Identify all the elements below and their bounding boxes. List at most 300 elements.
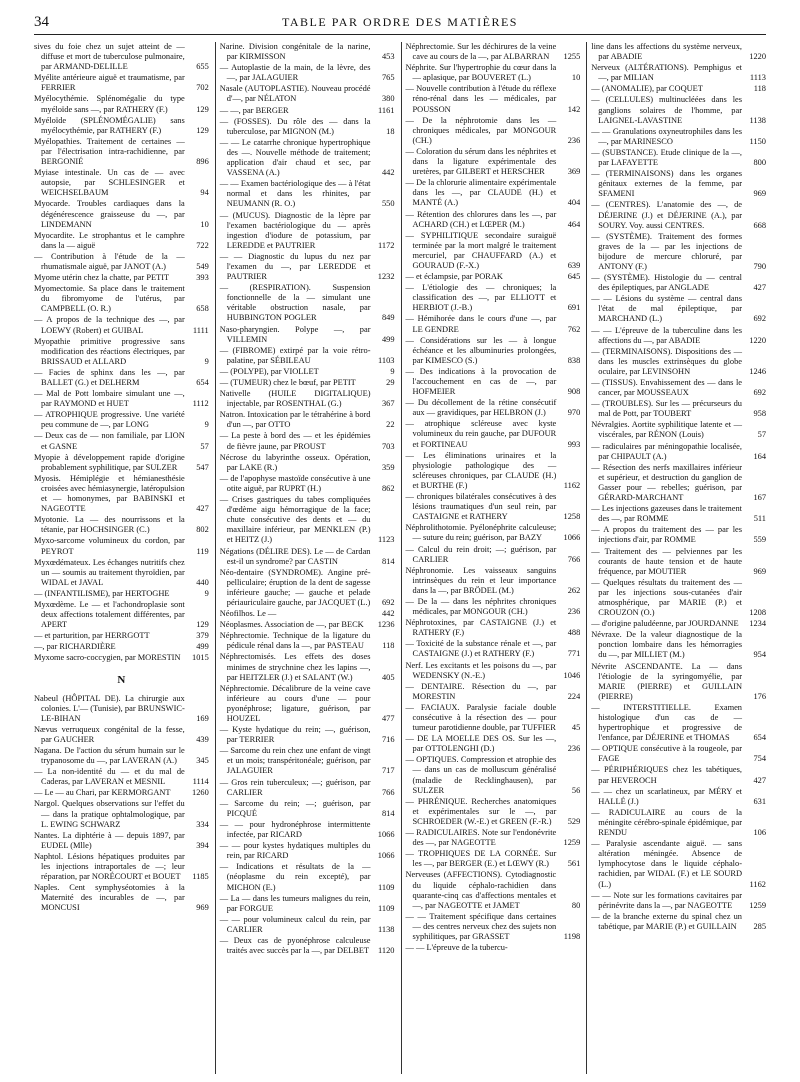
index-entry [34,431,209,451]
index-entry [406,283,581,313]
entry-text: — PÉRIPHÉRIQUES chez les tabétiques, par HEVEROCH [591,765,742,785]
entry-page-number: 1236 [377,620,395,630]
index-entry [591,378,766,398]
index-entry [34,137,209,167]
index-entry [220,495,395,545]
entry-page-number: 9 [204,420,209,430]
index-entry [34,536,209,556]
entry-text: — (TUMEUR) chez le bœuf, par PETIT [219,378,356,387]
entry-page-number: 969 [753,566,766,576]
entry-page-number: 129 [196,620,209,630]
index-entry [591,504,766,524]
entry-page-number: 9 [390,366,395,376]
entry-text: Néphrite. Sur l'hypertrophie du cœur dans la — aplasique, par BOUVERET (L.) [405,63,557,83]
entry-text: — Coloration du sérum dans les néphrites et dans la ligature expérimentale des uretères, par GILBERT et HERSCHER [405,146,557,177]
entry-text: — Gros rein tuberculeux; —; guérison, par CARLIER [219,777,371,797]
entry-page-number: 442 [381,168,395,178]
index-entry [220,211,395,251]
index-entry [591,808,766,838]
entry-text: — RADICULAIRES. Note sur l'endonévrite des —, par NAGEOTTE [405,828,557,848]
index-entry [34,746,209,766]
entry-text: Nécrose du labyrinthe osseux. Opération, par LAKE (R.) [219,452,371,472]
entry-page-number: 631 [753,796,766,806]
entry-text: — et éclampsie, par PORAK [405,272,503,282]
entry-page-number: 22 [386,420,395,430]
entry-page-number: 692 [753,314,766,324]
entry-page-number: 658 [196,304,209,314]
entry-page-number: 169 [196,713,209,723]
entry-text: Myocardite. Le strophantus et le camphre dans la — aiguë [34,230,185,250]
entry-page-number: 1208 [749,608,766,618]
entry-page-number: 345 [196,756,209,766]
index-entry [220,936,395,956]
entry-page-number: 1120 [378,946,395,956]
entry-page-number: 94 [200,188,209,198]
entry-page-number: 639 [567,260,581,270]
entry-page-number: 722 [196,240,209,250]
index-entry [406,828,581,848]
entry-text: — — Diagnostic du lupus du nez par l'examen du —, par LEREDDE et PAUTRIER [219,251,371,282]
entry-text: — TROPHIQUES DE LA CORNÉE. Sur les —, par BERGER (E.) et LŒWY (R.) [405,849,557,869]
index-entry [220,684,395,724]
entry-text: — (POLYPE), par VIOLLET [219,366,319,376]
index-entry [220,138,395,178]
index-entry [406,734,581,754]
index-entry [591,463,766,503]
index-entry [220,378,395,388]
entry-page-number: 164 [753,451,766,461]
entry-text: Néphrotoxines, par CASTAIGNE (J.) et RATHERY (F.) [405,618,557,638]
entry-text: Myome utérin chez la chatte, par PETIT [34,273,170,283]
entry-page-number: 1260 [192,788,209,798]
entry-text: Néo-dentaire (SYNDROME). Angine pré-pelliculaire; éruption de la dent de sagesse inférieure gauche; — gauche et pelade périauriculaire gauche, par JACQUET (L.) [219,567,371,607]
entry-text: — INTERSTITIELLE. Examen histologique d'un cas de — hypertrophique et progressive de l'enfance, par DÉJERINE et THOMAS [591,702,742,743]
entry-text: — La non-identité du — et du mal de Caderas, par LAVERAN et MESNIL [34,767,185,787]
entry-page-number: 1246 [749,366,766,376]
entry-page-number: 765 [381,73,395,83]
entry-page-number: 45 [571,723,581,733]
index-entry [220,474,395,494]
index-entry [406,42,581,62]
index-entry [34,368,209,388]
entry-page-number: 970 [567,408,581,418]
index-entry [220,179,395,209]
entry-page-number: 334 [196,819,209,829]
entry-text: — — pour kystes hydatiques multiples du rein, par RICARD [219,841,371,861]
entry-text: — Indications et résultats de la — (néoplasme du rein excepté), par MICHON (E.) [219,862,371,892]
entry-page-number: 754 [753,754,766,764]
entry-text: — Paralysie ascendante aiguë. — sans altération méningée. Absence de lymphocytose dans le liquide céphalo-rachidien, par WIDAL (F.) et LE SOURD (L.) [591,839,742,889]
index-entry [34,116,209,136]
entry-text: — Hémihorée dans le cours d'une —, par LE GENDRE [405,314,557,334]
entry-text: Négations (DÉLIRE DES). Le — de Cardan est-il un syndrome? par CASTIN [219,546,371,566]
entry-page-number: 1172 [378,240,395,250]
index-columns [34,42,766,1074]
entry-page-number: 464 [567,219,581,229]
entry-page-number: 236 [567,607,581,617]
entry-text: — (ANOMALIE), par COQUET [591,84,703,94]
index-entry [406,492,581,522]
index-entry [34,453,209,473]
entry-page-number: 862 [381,483,395,493]
entry-text: — (RESPIRATION). Suspension fonctionnelle de la — simulant une véritable obstruction nasale, par HUBBINGTON POGLER [219,283,371,323]
entry-text: Myélocythémie. Splénomégalie du type myéloïde sans —, par RATHERY (F.) [34,94,185,114]
entry-text: — Des indications à la provocation de l'accouchement en cas de —, par HOFMEIER [405,366,557,397]
entry-page-number: 1259 [749,900,766,910]
entry-text: — (TISSUS). Envahissement des — dans le cancer, par MOUSSEAUX [591,378,742,398]
entry-text: — chroniques bilatérales consécutives à des lésions traumatiques d'un seul rein, par CASTAIGNE et RATHERY [405,492,557,522]
entry-text: Nasale (AUTOPLASTIE). Nouveau procédé d'—, par NÉLATON [219,84,371,104]
entry-text: Nævus verruqueux congénital de la fesse, par GAUCHER [34,724,185,744]
entry-page-number: 1162 [563,480,581,490]
entry-text: Nantes. La diphtérie à — depuis 1897, par EUDEL (Mlle) [34,830,185,850]
index-entry [220,117,395,137]
entry-text: — Contribution à l'étude de la — rhumatismale aiguë, par JANOT (A.) [34,251,185,271]
entry-page-number: 849 [381,313,395,323]
entry-page-number: 716 [381,735,395,745]
entry-page-number: 1103 [378,355,395,365]
index-entry [591,200,766,230]
index-entry [591,347,766,377]
index-entry [34,725,209,745]
entry-page-number: 802 [196,525,209,535]
index-entry [220,84,395,104]
entry-text: — d'origine paludéenne, par JOURDANNE [591,619,739,629]
index-entry [591,326,766,346]
entry-text: Névralgies. Aortite syphilitique latente et — viscérales, par RÉNON (Louis) [591,420,742,440]
index-entry [406,682,581,702]
entry-page-number: 549 [196,261,209,271]
entry-page-number: 1109 [378,903,395,913]
index-entry [220,325,395,345]
entry-text: Myxœdème. Le — et l'achondroplasie sont deux affections totalement différentes, par APERT [34,599,185,630]
index-entry [34,600,209,630]
index-entry [220,367,395,377]
entry-page-number: 529 [567,816,581,826]
entry-text: Névrite ASCENDANTE. La — dans l'étiologie de la syringomyélie, par MARIE (PIERRE) et GUILLAIN (PIERRE) [591,661,742,701]
index-entry [591,619,766,629]
entry-text: Myotonie. La — des nourrissons et la tétanie, par HOCHSINGER (C.) [34,515,185,535]
entry-text: — — pour hydronéphrose intermittente infectée, par RICARD [219,819,371,840]
entry-text: — — L'épreuve de la tubercu- [405,943,508,953]
index-entry [220,915,395,935]
index-entry [406,272,581,282]
entry-page-number: 262 [567,585,581,595]
entry-text: — Deux cas de — non familiale, par LION et GASNE [34,431,185,451]
entry-text: — Résection des nerfs maxillaires inférieur et supérieur, et destruction du ganglion de Gasser pour — rebelles; guérison, par GÉRARD-MARCHANT [591,462,742,503]
entry-page-number: 969 [196,903,209,913]
entry-page-number: 993 [567,439,581,449]
index-entry [591,95,766,125]
entry-page-number: 56 [571,785,581,795]
entry-text: Myxome sacro-coccygien, par MORESTIN [34,653,181,663]
entry-page-number: 1150 [749,136,766,146]
index-entry [591,662,766,702]
index-entry [591,630,766,660]
index-entry [220,820,395,840]
index-entry [406,523,581,543]
index-entry [406,84,581,114]
index-entry [220,252,395,282]
index-entry [591,148,766,168]
entry-text: — DENTAIRE. Résection du —, par MORESTIN [405,681,557,701]
index-entry [34,199,209,229]
entry-text: Nargol. Quelques observations sur l'effet du — dans la pratique ophtalmologique, par L. EWING SCHWARZ [34,799,185,829]
entry-text: Néphrectomie. Décalibrure de la veine cave inférieure au cours d'une — pour pyonéphrose; ligature, guérison, par HOUZEL [219,683,371,723]
index-entry [220,346,395,366]
entry-text: — — Traitement spécifique dans certaines — des centres nerveux chez des sujets non syphilitiques, par GRASSET [405,911,557,941]
entry-text: — — Le catarrhe chronique hypertrophique des —. Nouvelle méthode de traitement; application d'air chaud et sec, par VASSENA (A.) [219,137,371,178]
entry-page-number: 224 [567,691,581,701]
index-entry [220,862,395,892]
entry-text: — De la chlorurie alimentaire expérimentale dans les —, par CLAUDE (H.) et MANTÉ (A.) [405,178,557,208]
index-entry [220,431,395,451]
index-entry [591,787,766,807]
entry-text: — Traitement des — pelviennes par les courants de haute tension et de haute fréquence, par MOUTIER [591,546,742,576]
entry-page-number: 1259 [563,838,581,848]
entry-text: — Autoplastie de la main, de la lèvre, des —, par JALAGUIER [219,63,371,83]
index-entry [34,515,209,535]
index-entry [34,389,209,409]
entry-text: — (CELLULES) multinucléées dans les ganglions solaires de l'homme, par LAIGNEL-LAVASTINE [591,95,742,125]
entry-text: line dans les affections du système nerveux, par ABADIE [591,42,742,62]
entry-text: — radiculaires par méningopathie localisée, par CHIPAULT (A.) [591,441,742,461]
running-title: TABLE PAR ORDRE DES MATIÈRES [282,15,518,29]
entry-text: Néphrectomisés. Les effets des doses minimes de strychnine chez les lapins —, par HEITZLER (J.) et SALANT (W.) [219,652,371,682]
entry-text: — RADICULAIRE au cours de la méningite cérébro-spinale épidémique, par RENDU [591,807,742,838]
index-column [34,42,209,1074]
entry-text: Néphronomie. Les vaisseaux sanguins intrinsèques du rein et leur importance dans la —, par BRÖDEL (M.) [405,565,557,595]
index-entry [34,883,209,913]
entry-page-number: 1123 [378,535,395,545]
index-entry [220,841,395,861]
entry-page-number: 394 [196,840,209,850]
entry-text: Myxo-sarcome volumineux du cordon, par PEYROT [34,536,185,556]
entry-page-number: 762 [567,324,581,334]
entry-page-number: 654 [196,378,209,387]
index-entry [34,231,209,251]
index-entry [406,210,581,230]
entry-text: — Crises gastriques du tabes compliquées d'œdème aigu hémorragique de la face; chute consécutive des dents et — du maxillaire inférieur, par MENKLEN (P.) et HEITZ (J.) [219,495,371,545]
entry-text: Nagana. De l'action du sérum humain sur le trypanosome du —, par LAVERAN (A.) [34,746,185,766]
index-entry [220,547,395,567]
index-entry [34,273,209,283]
index-entry [591,273,766,293]
entry-text: Naphtol. Lésions hépatiques produites par les injections intraportales de —; leur réparation, par NORÉCOURT et BOUET [34,851,185,882]
entry-text: — (TROUBLES). Sur les — précurseurs du mal de Pott, par TOUBERT [591,399,742,419]
entry-text: — Quelques résultats du traitement des — par les injections sous-cutanées d'air atmosphérique, par MARIE (P.) et CROUZON (O.) [591,577,742,618]
entry-text: — et parturition, par HERRGOTT [34,631,150,641]
entry-page-number: 1255 [563,52,581,62]
entry-text: — (INFANTILISME), par HERTOGHE [34,588,170,598]
index-entry [34,799,209,829]
index-entry [34,337,209,367]
index-entry [406,178,581,208]
entry-page-number: 790 [753,261,766,271]
index-entry [591,63,766,83]
entry-text: — (CENTRES). L'anatomie des —, de DÉJERINE (J.) et DÉJERINE (A.), par SOURY. Voy. aussi CENTRES. [591,200,742,230]
index-entry [34,631,209,641]
index-entry [220,609,395,619]
index-entry [591,420,766,440]
index-entry [406,147,581,177]
entry-page-number: 771 [567,649,581,659]
entry-page-number: 954 [753,650,766,660]
entry-page-number: 692 [753,388,766,398]
entry-text: — La peste à bord des — et les épidémies de fièvre jaune, par PROUST [219,431,371,451]
entry-page-number: 176 [753,691,766,701]
entry-page-number: 379 [196,631,209,641]
index-entry [34,284,209,314]
entry-text: — DE LA MOELLE DES OS. Sur les —, par OTTOLENGHI (D.) [405,734,557,754]
entry-page-number: 405 [381,672,395,682]
entry-text: Myopie à développement rapide d'origine probablement syphilitique, par SULZER [34,452,185,472]
index-entry [406,63,581,83]
entry-page-number: 702 [196,83,209,93]
entry-page-number: 692 [381,597,395,607]
index-entry [220,42,395,62]
entry-page-number: 57 [757,430,766,440]
entry-text: — A propos du traitement des — par les injections d'air, par ROMME [591,525,742,545]
index-entry [34,168,209,198]
entry-page-number: 18 [386,126,395,136]
entry-page-number: 1162 [749,879,766,889]
index-entry [591,839,766,889]
entry-page-number: 958 [753,409,766,419]
entry-page-number: 1111 [192,325,209,335]
index-entry [591,127,766,147]
entry-page-number: 57 [200,441,209,451]
entry-page-number: 838 [567,355,581,365]
entry-text: — Deux cas de pyonéphrose calculeuse traités avec succès par la —, par DELBET [219,935,371,956]
index-entry [591,442,766,462]
entry-page-number: 380 [381,94,395,104]
entry-page-number: 766 [567,554,581,564]
index-entry [591,294,766,324]
entry-page-number: 645 [567,272,581,282]
index-entry [220,652,395,682]
entry-text: Narine. Division congénitale de la narine, par KIRMISSON [219,42,371,62]
index-entry [34,694,209,724]
entry-page-number: 1232 [377,272,395,282]
index-entry [220,106,395,116]
entry-text: — OPTIQUES. Compression et atrophie des — dans un cas de molluscum généralisé (maladie de Recklinghausen), par SULZER [405,755,557,795]
index-entry [220,799,395,819]
entry-text: — Les injections gazeuses dans le traitement des —, par ROMME [591,504,742,524]
index-entry [406,367,581,397]
entry-text: Nativelle (HUILE DIGITALIQUE) injectable, par ROSENTHAL (G.) [219,389,371,409]
index-entry [591,232,766,272]
index-entry [34,42,209,72]
entry-page-number: 9 [204,588,209,598]
index-entry [34,474,209,514]
entry-page-number: 1234 [749,619,766,629]
entry-page-number: 442 [381,609,395,619]
entry-text: — (FIBROME) extirpé par la voie rétro-palatine, par SÉBILEAU [219,345,371,365]
entry-text: — (SYSTÈME). Traitement des formes graves de la — par les injections de bijodure de mercure chloruré, par ANTONY (F.) [591,231,742,271]
entry-text: — Toxicité de la substance rénale et —, par CASTAIGNE (J.) et RATHERY (F.) [405,639,557,659]
entry-text: Naples. Cent symphyséotomies à la Maternité des incurables de —, par MONCUSI [34,883,185,913]
entry-page-number: 717 [381,766,395,776]
entry-text: Myélite antérieure aiguë et traumatisme, par FERRIER [34,73,185,93]
index-entry [406,398,581,418]
index-entry [406,314,581,334]
entry-page-number: 1109 [378,882,395,892]
entry-page-number: 129 [196,125,209,135]
entry-page-number: 499 [196,642,209,652]
entry-page-number: 285 [753,921,766,931]
entry-page-number: 800 [753,158,766,168]
entry-text: — Le — au Chari, par KERMORGANT [34,788,171,798]
entry-page-number: 1066 [377,851,395,861]
entry-text: Nabeul (HÔPITAL DE). La chirurgie aux colonies. L'— (Tunisie), par BRUNSWIC-LE-BIHAN [34,693,185,723]
index-entry [220,410,395,430]
index-entry [220,389,395,409]
index-entry [406,566,581,596]
entry-text: — Sarcome du rein; —; guérison, par PICQUÉ [219,798,371,818]
entry-page-number: 1015 [192,653,209,663]
entry-page-number: 427 [753,775,766,785]
entry-page-number: 1046 [563,670,581,680]
entry-text: — Du décollement de la rétine consécutif aux — gravidiques, par HELBRON (J.) [405,398,557,418]
entry-text: Néofilhos. Le — [219,609,277,619]
entry-text: — L'étiologie des — chroniques; la classification des —, par ELLIOTT et HERBIOT (J.-B.) [405,283,557,313]
entry-text: Névraxe. De la valeur diagnostique de la ponction lombaire dans les hémorragies du —, par MILLIET (M.) [591,630,742,660]
entry-text: Myomectomie. Sa place dans le traitement du fibromyome de l'utérus, par CAMPBELL (O. R.) [34,284,185,314]
entry-text: — (TERMINAISONS). Dispositions des — dans les muscles extrinsèques du globe oculaire, par LEVINSOHN [591,346,742,376]
entry-page-number: 550 [381,199,395,209]
entry-page-number: 236 [567,135,581,145]
entry-text: — SYPHILITIQUE secondaire suraiguë terminée par la mort malgré le traitement mercuriel, par CHAUFFARD (A.) et GOURAUD (F.-X.) [405,230,557,270]
entry-text: — atrophique scléreuse avec kyste volumineux du rein gauche, par DUFOUR et FORTINEAU [405,419,557,449]
entry-page-number: 393 [196,273,209,283]
index-column [586,42,766,1074]
entry-page-number: 908 [567,387,581,397]
entry-text: sives du foie chez un sujet atteint de — diffuse et mort de tuberculose pulmonaire, par ARMAND-DELILLE [34,42,185,72]
entry-text: — (TERMINAISONS) dans les organes génitaux externes de la femme, par SFAMENI [591,169,742,199]
entry-text: — (SUBSTANCE). Etude clinique de la —, par LAFAYETTE [591,147,742,168]
index-entry [406,545,581,565]
entry-page-number: 167 [753,493,766,503]
index-entry [406,755,581,795]
entry-page-number: 477 [381,714,395,723]
entry-page-number: 969 [753,189,766,199]
entry-text: — A propos de la technique des —, par LOEWY (Robert) et GUIBAL [34,315,185,335]
entry-text: — — Examen bactériologique des — à l'état normal et dans les rhinites, par NEUMANN (R. O.) [219,179,371,209]
index-entry [34,653,209,663]
entry-text: — de la branche externe du spinal chez un tabétique, par MARIE (P.) et GUILLAIN [591,911,742,931]
entry-page-number: 499 [381,334,395,344]
entry-page-number: 453 [381,52,395,62]
entry-page-number: 1161 [378,105,395,115]
entry-text: — — L'épreuve de la tuberculine dans les affections du —, par ABADIE [591,325,742,345]
entry-page-number: 1066 [377,830,395,840]
index-entry [591,912,766,932]
entry-text: Naso-pharyngien. Polype —, par VILLEMIN [219,324,371,344]
entry-page-number: 80 [571,900,581,910]
index-entry [220,63,395,83]
entry-text: — OPTIQUE consécutive à la rougeole, par FAGE [591,744,742,764]
entry-text: Néphrolithotomie. Pyélonéphrite calculeuse; — suture du rein; guérison, par BAZY [405,523,557,543]
index-entry [220,568,395,608]
index-entry [591,399,766,419]
entry-text: — Considérations sur les — à longue échéance et les albuminuries prolongées, par KIMESCO (S.) [405,335,557,365]
entry-page-number: 559 [753,535,766,545]
entry-text: Néoplasmes. Association de —, par BECK [219,620,364,630]
entry-page-number: 129 [196,104,209,114]
letter-heading: N [117,673,126,686]
index-entry [591,744,766,764]
